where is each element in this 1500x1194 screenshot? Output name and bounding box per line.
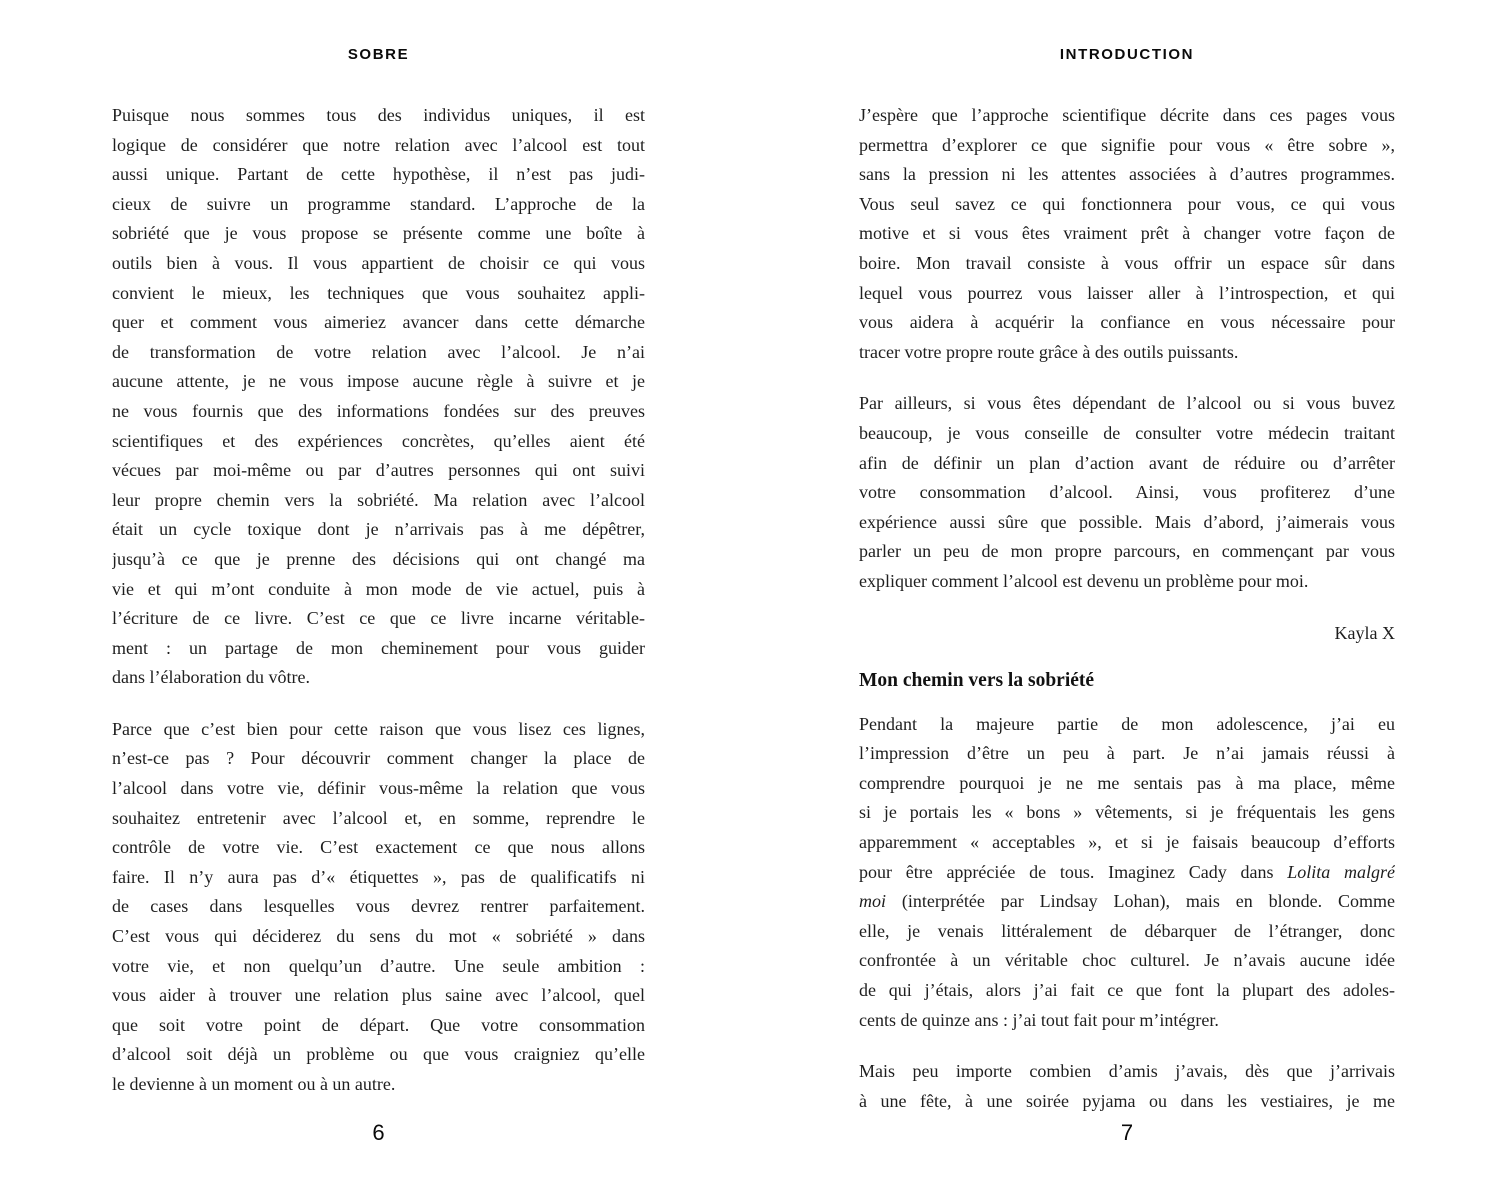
text-line: jusqu’à ce que je prenne des décisions qui ont changé ma xyxy=(112,548,645,569)
text-line: si je portais les « bons » vêtements, si je fréquentais les gens xyxy=(859,802,1395,823)
text-line: vous aidera à acquérir la confiance en vous nécessaire pour xyxy=(859,312,1395,333)
text-line: Parce que c’est bien pour cette raison que vous lisez ces lignes, xyxy=(112,718,645,739)
paragraph xyxy=(112,715,645,1100)
text-line: leur propre chemin vers la sobriété. Ma relation avec l’alcool xyxy=(112,489,645,510)
text-line: expérience aussi sûre que possible. Mais d’abord, j’aimerais vous xyxy=(859,511,1395,532)
text-line: sans la pression ni les attentes associées à d’autres programmes. xyxy=(859,164,1395,185)
text-line: quer et comment vous aimeriez avancer dans cette démarche xyxy=(112,312,645,333)
text-line: Mais peu importe combien d’amis j’avais, dès que j’arrivais xyxy=(859,1061,1395,1082)
text-line: sobriété que je vous propose se présente comme une boîte à xyxy=(112,223,645,244)
text-line: cieux de suivre un programme standard. L’approche de la xyxy=(112,193,645,214)
text-line: apparemment « acceptables », et si je faisais beaucoup d’efforts xyxy=(859,832,1395,853)
text-line: aussi unique. Partant de cette hypothèse, il n’est pas judi- xyxy=(112,164,645,185)
text-line: votre vie, et non quelqu’un d’autre. Une seule ambition : xyxy=(112,955,645,976)
text-line: motive et si vous êtes vraiment prêt à changer votre façon de xyxy=(859,223,1395,244)
text-line: elle, je venais littéralement de débarquer de l’étranger, donc xyxy=(859,920,1395,941)
text-line: de cases dans lesquelles vous devrez rentrer parfaitement. xyxy=(112,896,645,917)
text-line: ne vous fournis que des informations fondées sur des preuves xyxy=(112,400,645,421)
text-line: confrontée à un véritable choc culturel. Je n’avais aucune idée xyxy=(859,950,1395,971)
text-line: J’espère que l’approche scientifique décrite dans ces pages vous xyxy=(859,105,1395,125)
page-right xyxy=(859,0,1395,1194)
text-line: contrôle de votre vie. C’est exactement ce que nous allons xyxy=(112,837,645,858)
text-line: dans l’élaboration du vôtre. xyxy=(112,667,310,688)
italic-text: moi xyxy=(859,891,886,912)
text-line: n’est-ce pas ? Pour découvrir comment changer la place de xyxy=(112,748,645,769)
text-line: ment : un partage de mon cheminement pour vous guider xyxy=(112,637,645,658)
paragraph xyxy=(859,710,1395,1036)
running-header-left: SOBRE xyxy=(347,46,410,63)
text-line: logique de considérer que notre relation avec l’alcool est tout xyxy=(112,134,645,155)
text-line: expliquer comment l’alcool est devenu un problème pour moi. xyxy=(859,570,1309,591)
text-line: l’écriture de ce livre. C’est ce que ce livre incarne véritable- xyxy=(112,608,645,629)
text-line: vécues par moi-même ou par d’autres personnes qui ont suivi xyxy=(112,460,645,481)
text-line: cents de quinze ans : j’ai tout fait pour m’intégrer. xyxy=(859,1009,1219,1030)
text-line: souhaitez entretenir avec l’alcool et, en somme, reprendre le xyxy=(112,807,645,828)
text-line: outils bien à vous. Il vous appartient de choisir ce qui vous xyxy=(112,252,645,273)
text-line: afin de définir un plan d’action avant de réduire ou d’arrêter xyxy=(859,452,1395,473)
text-line: votre consommation d’alcool. Ainsi, vous profiterez d’une xyxy=(859,482,1395,503)
italic-text: Lolita malgré xyxy=(1287,861,1395,882)
text-line: aucune attente, je ne vous impose aucune règle à suivre et je xyxy=(112,371,645,392)
text-line: boire. Mon travail consiste à vous offrir un espace sûr dans xyxy=(859,252,1395,273)
text-line: lequel vous pourrez vous laisser aller à l’introspection, et qui xyxy=(859,282,1395,303)
left-page-text xyxy=(112,101,645,1122)
page-number-left: 6 xyxy=(372,1120,385,1145)
text-line: vous aider à trouver une relation plus saine avec l’alcool, quel xyxy=(112,985,645,1006)
text-line: beaucoup, je vous conseille de consulter votre médecin traitant xyxy=(859,422,1395,443)
text-line: moi (interprétée par Lindsay Lohan), mais en blonde. Comme xyxy=(859,891,1395,912)
right-page-text xyxy=(859,101,1395,1138)
text-line: C’est vous qui déciderez du sens du mot « sobriété » dans xyxy=(112,926,645,947)
text-line: permettra d’explorer ce que signifie pour vous « être sobre », xyxy=(859,134,1395,155)
text-line: que soit votre point de départ. Que votre consommation xyxy=(112,1014,645,1035)
text-line: tracer votre propre route grâce à des outils puissants. xyxy=(859,341,1239,362)
text-line: Vous seul savez ce qui fonctionnera pour vous, ce qui vous xyxy=(859,193,1395,214)
text-line: de qui j’étais, alors j’ai fait ce que font la plupart des adoles- xyxy=(859,980,1395,1001)
text-line: l’alcool dans votre vie, définir vous-même la relation que vous xyxy=(112,778,645,799)
paragraph xyxy=(859,1057,1395,1116)
text-line: Par ailleurs, si vous êtes dépendant de l’alcool ou si vous buvez xyxy=(859,393,1395,414)
text-line: parler un peu de mon propre parcours, en commençant par vous xyxy=(859,541,1395,562)
text-line: pour être appréciée de tous. Imaginez Cady dans Lolita malgré xyxy=(859,861,1395,882)
text-line: vie et qui m’ont conduite à mon mode de vie actuel, puis à xyxy=(112,578,645,599)
text-line: d’alcool soit déjà un problème ou que vous craigniez qu’elle xyxy=(112,1044,645,1065)
running-header-right: INTRODUCTION xyxy=(1059,46,1195,63)
text-line: le devienne à un moment ou à un autre. xyxy=(112,1074,396,1094)
text-line: Puisque nous sommes tous des individus uniques, il est xyxy=(112,105,645,125)
author-signature: Kayla X xyxy=(1334,622,1395,643)
text-line: l’impression d’être un peu à part. Je n’ai jamais réussi à xyxy=(859,743,1395,764)
text-line: comprendre pourquoi je ne me sentais pas à ma place, même xyxy=(859,772,1395,793)
section-heading: Mon chemin vers la sobriété xyxy=(859,670,1095,692)
paragraph xyxy=(859,101,1395,367)
text-line: convient le mieux, les techniques que vous souhaitez appli- xyxy=(112,282,645,303)
text-line: Pendant la majeure partie de mon adolescence, j’ai eu xyxy=(859,713,1395,734)
paragraph xyxy=(112,101,645,693)
text-line: faire. Il n’y aura pas d’« étiquettes », pas de qualificatifs ni xyxy=(112,866,645,887)
text-line: scientifiques et des expériences concrètes, qu’elles aient été xyxy=(112,430,645,451)
text-line: était un cycle toxique dont je n’arrivais pas à me dépêtrer, xyxy=(112,519,645,540)
page-number-right: 7 xyxy=(1120,1120,1134,1145)
paragraph xyxy=(859,389,1395,596)
text-line: de transformation de votre relation avec l’alcool. Je n’ai xyxy=(112,341,645,362)
page-left xyxy=(112,0,645,1194)
text-line: à une fête, à une soirée pyjama ou dans les vestiaires, je me xyxy=(859,1090,1395,1111)
